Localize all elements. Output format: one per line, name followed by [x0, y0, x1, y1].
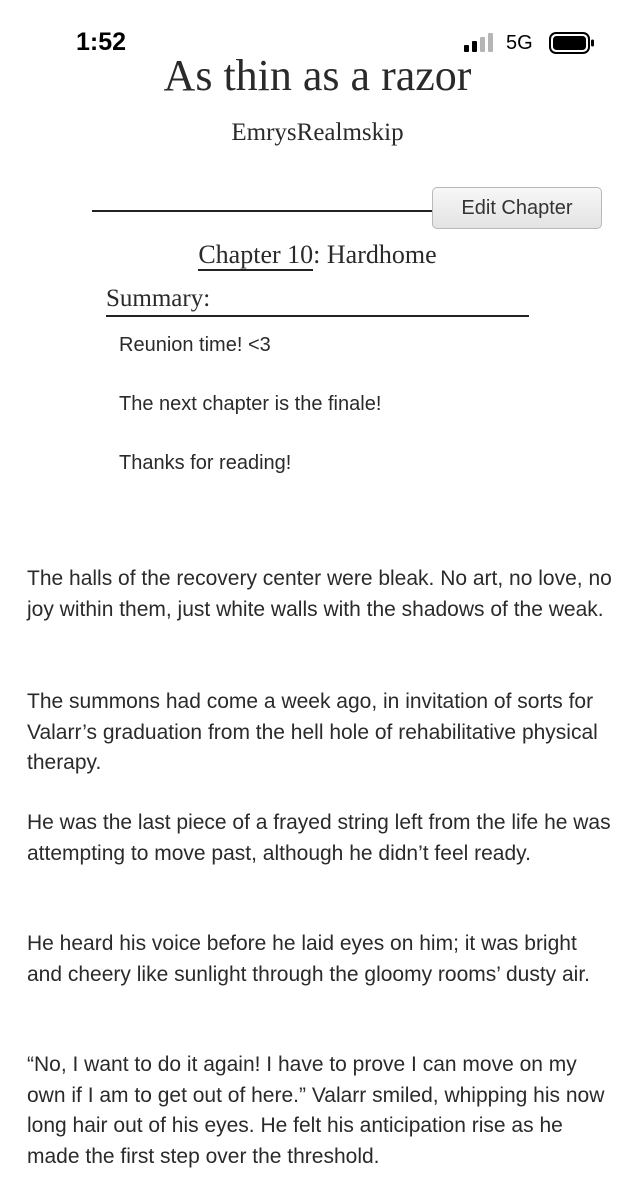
chapter-number-link[interactable]: Chapter 10	[198, 240, 314, 269]
chapter-title-separator: :	[313, 240, 327, 269]
summary-heading: Summary:	[106, 283, 529, 317]
chapter-heading	[0, 238, 635, 272]
body-paragraph: The halls of the recovery center were bleak. No art, no love, no joy within them, just white walls with the shadows of the weak.	[27, 567, 612, 621]
network-label: 5G	[506, 32, 533, 54]
body-paragraph: The summons had come a week ago, in invitation of sorts for Valarr’s graduation from the hell hole of rehabilitative physical therapy.	[27, 690, 598, 774]
edit-chapter-button[interactable]: Edit Chapter	[432, 187, 602, 229]
body-paragraph: He was the last piece of a frayed string left from the life he was attempting to move past, although he didn’t feel ready.	[27, 811, 611, 865]
chapter-title: Hardhome	[326, 240, 437, 269]
summary-line: The next chapter is the finale!	[119, 393, 382, 415]
summary-line: Reunion time! <3	[119, 334, 271, 356]
work-author[interactable]: EmrysRealmskip	[231, 119, 404, 146]
cellular-signal-icon	[464, 32, 498, 52]
status-time: 1:52	[76, 28, 127, 56]
work-title: As thin as a razor	[163, 51, 472, 100]
body-paragraph: “No, I want to do it again! I have to prove I can move on my own if I am to get out of here.” Valarr smiled, whipping his now long hair out of his eyes. He felt his anticipation rise as he made the first step over the threshold.	[27, 1053, 605, 1168]
summary-line: Thanks for reading!	[119, 452, 292, 474]
body-paragraph: He heard his voice before he laid eyes on him; it was bright and cheery like sunlight through the gloomy rooms’ dusty air.	[27, 932, 591, 986]
header-divider	[92, 210, 432, 212]
